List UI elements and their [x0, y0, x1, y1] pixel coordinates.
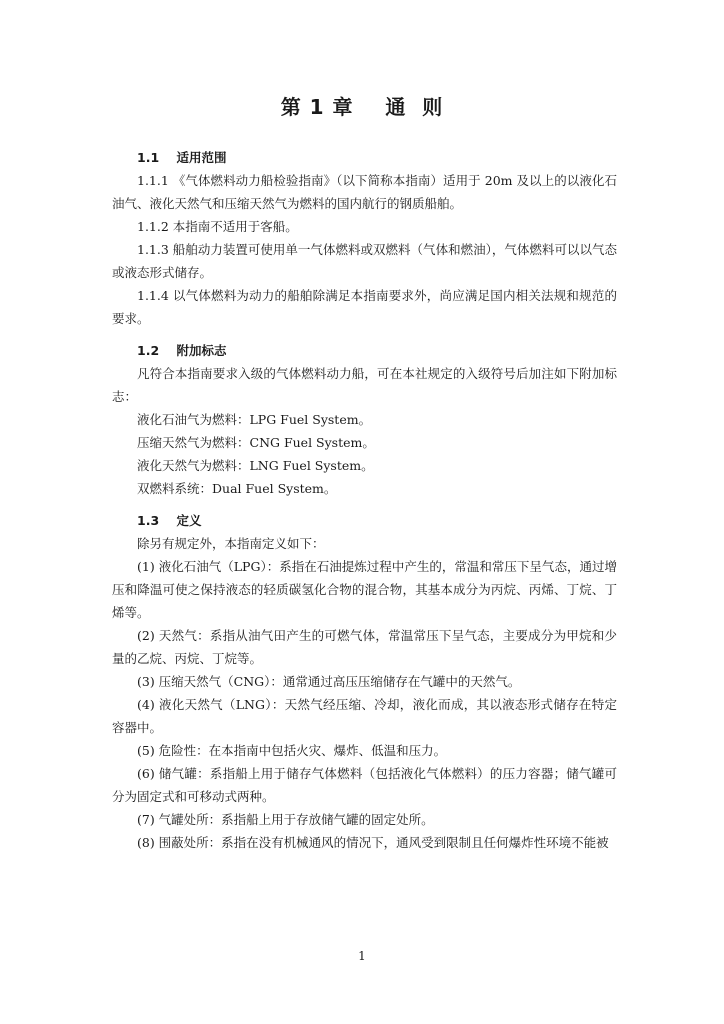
section-heading-1-3: 1.3 定义: [137, 513, 202, 528]
notation-lpg: 液化石油气为燃料：LPG Fuel System。: [137, 412, 372, 427]
paragraph-1-2-intro: 凡符合本指南要求入级的气体燃料动力船，可在本社规定的入级符号后加注如下附加标志：: [112, 366, 617, 404]
definition-6-gas-tank: (6) 储气罐：系指船上用于储存气体燃料（包括液化气体燃料）的压力容器；储气罐可分为固定式和可移动式两种。: [112, 766, 617, 804]
definition-4-lng: (4) 液化天然气（LNG）：天然气经压缩、冷却，液化而成，其以液态形式储存在特定容器中。: [112, 697, 617, 735]
definitions-intro: 除另有规定外，本指南定义如下：: [137, 536, 325, 551]
notation-lng: 液化天然气为燃料：LNG Fuel System。: [137, 458, 374, 473]
document-body: [112, 146, 617, 854]
section-heading-1-2: 1.2 附加标志: [137, 343, 227, 358]
paragraph-1-1-4: 1.1.4 以气体燃料为动力的船舶除满足本指南要求外，尚应满足国内相关法规和规范的要求。: [112, 288, 617, 326]
paragraph-1-1-3: 1.1.3 船舶动力装置可使用单一气体燃料或双燃料（气体和燃油），气体燃料可以以气态或液态形式储存。: [112, 242, 617, 280]
definition-2-natural-gas: (2) 天然气：系指从油气田产生的可燃气体，常温常压下呈气态，主要成分为甲烷和少量的乙烷、丙烷、丁烷等。: [112, 628, 617, 666]
paragraph-1-1-2: 1.1.2 本指南不适用于客船。: [137, 219, 298, 234]
paragraph-1-1-1: 1.1.1 《气体燃料动力船检验指南》（以下简称本指南）适用于 20m 及以上的以液化石油气、液化天然气和压缩天然气为燃料的国内航行的钢质船舶。: [112, 173, 617, 211]
notation-cng: 压缩天然气为燃料：CNG Fuel System。: [137, 435, 375, 450]
definition-1-lpg: (1) 液化石油气（LPG）：系指在石油提炼过程中产生的，常温和常压下呈气态，通过增压和降温可使之保持液态的轻质碳氢化合物的混合物，其基本成分为丙烷、丙烯、丁烷、丁烯等。: [112, 559, 617, 620]
definition-8-enclosed-space: (8) 围蔽处所：系指在没有机械通风的情况下，通风受到限制且任何爆炸性环境不能被: [137, 835, 609, 850]
definition-5-hazard: (5) 危险性：在本指南中包括火灾、爆炸、低温和压力。: [137, 743, 447, 758]
chapter-title: 第 1 章 通 则: [280, 95, 444, 119]
notation-dual-fuel: 双燃料系统：Dual Fuel System。: [137, 481, 337, 496]
definition-3-cng: (3) 压缩天然气（CNG）：通常通过高压压缩储存在气罐中的天然气。: [137, 674, 521, 689]
section-heading-1-1: 1.1 适用范围: [137, 150, 227, 165]
definition-7-tank-space: (7) 气罐处所：系指船上用于存放储气罐的固定处所。: [137, 812, 434, 827]
page-number: 1: [358, 949, 366, 963]
